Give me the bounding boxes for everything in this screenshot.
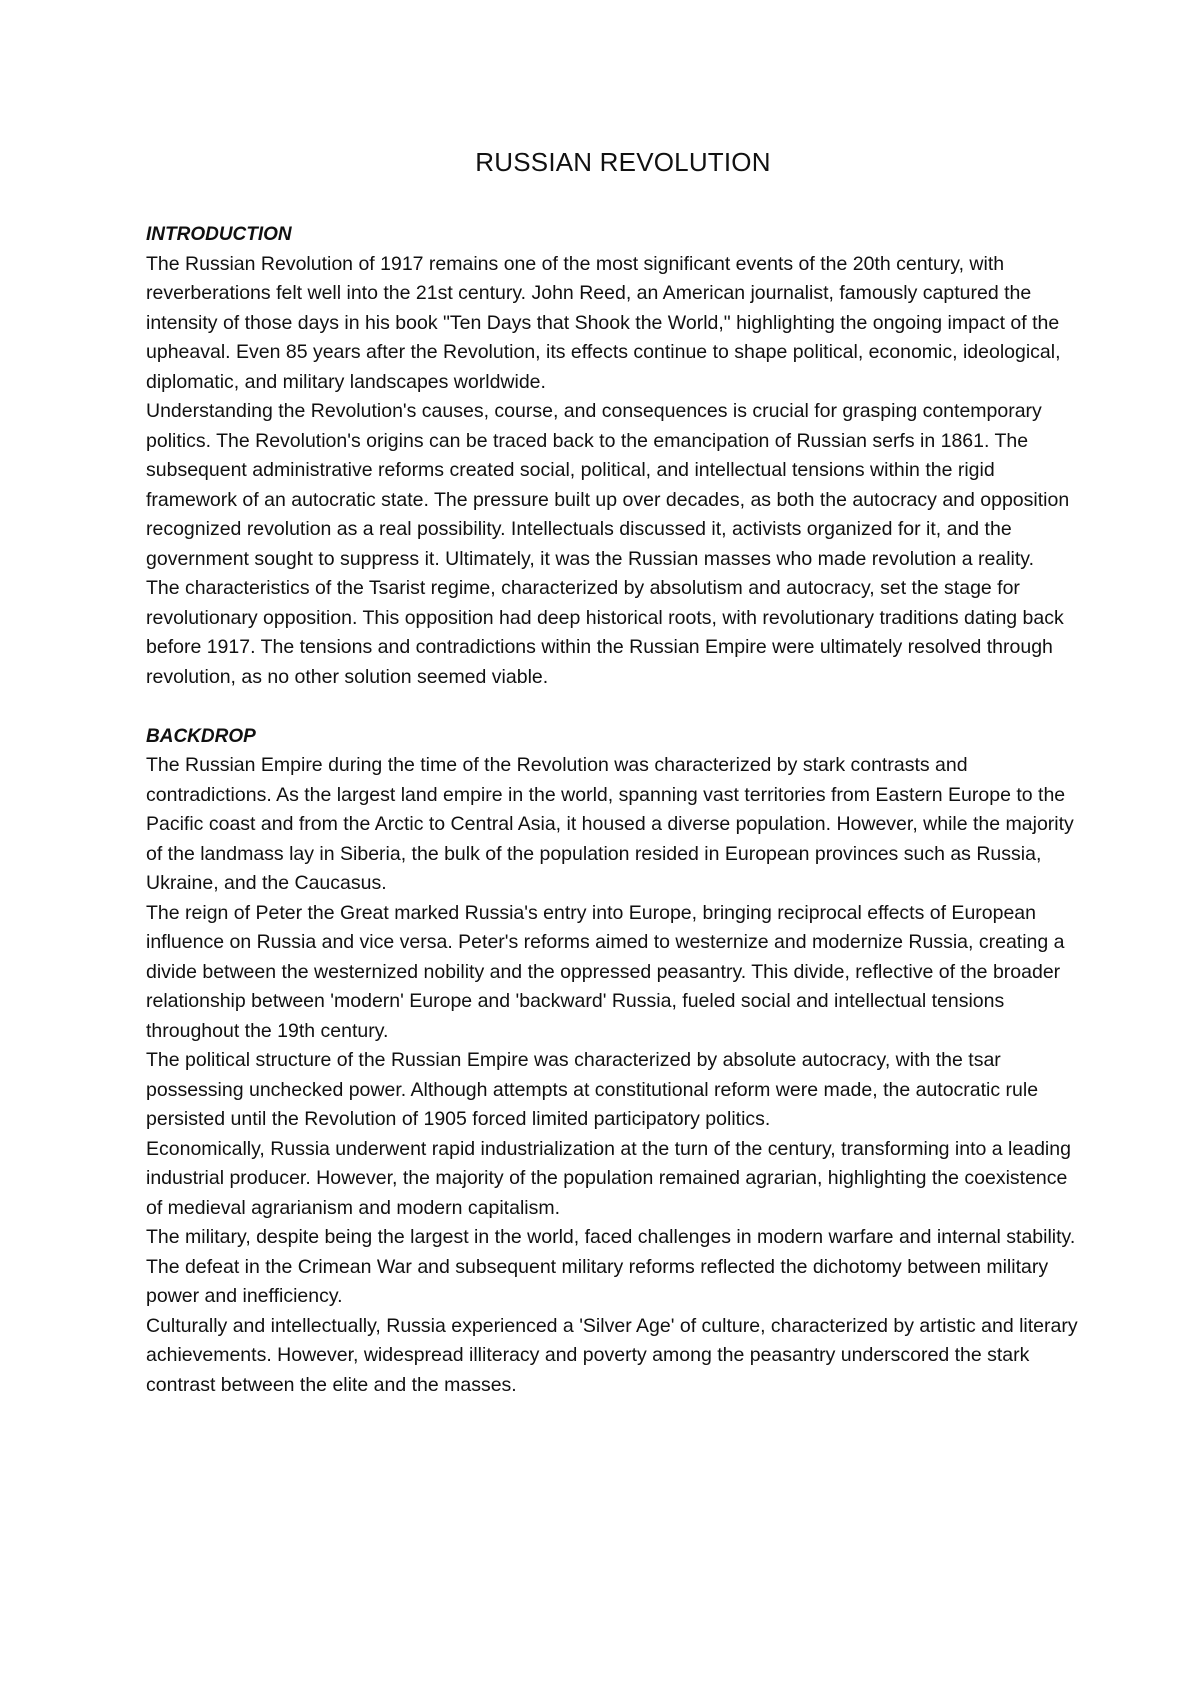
paragraph: Economically, Russia underwent rapid industrialization at the turn of the century, transforming into a leading industrial producer. However, the majority of the population remained agrarian, highlighting the coexistence of medieval agrarianism and modern capitalism.: [146, 1137, 1071, 1219]
paragraph: The military, despite being the largest in the world, faced challenges in modern warfare and internal stability. The defeat in the Crimean War and subsequent military reforms reflected the dichotomy between military power and inefficiency.: [146, 1226, 1076, 1307]
paragraph: The characteristics of the Tsarist regime, characterized by absolutism and autocracy, set the stage for revolutionary opposition. This opposition had deep historical roots, with revolutionary traditions dating back before 1917. The tensions and contradictions within the Russian Empire were ultimately resolved through revolution, as no other solution seemed viable.: [146, 577, 1064, 688]
paragraph: Culturally and intellectually, Russia experienced a 'Silver Age' of culture, characterized by artistic and literary achievements. However, widespread illiteracy and poverty among the peasantry underscored the stark contrast between the elite and the masses.: [146, 1314, 1078, 1396]
document-title: RUSSIAN REVOLUTION: [475, 147, 771, 177]
paragraph: The reign of Peter the Great marked Russia's entry into Europe, bringing reciprocal effects of European influence on Russia and vice versa. Peter's reforms aimed to westernize and modernize Russia, creating a divide between the westernized nobility and the oppressed peasantry. This divide, reflective of the broader relationship between 'modern' Europe and 'backward' Russia, fueled social and intellectual tensions throughout the 19th century.: [146, 901, 1065, 1042]
paragraph: Understanding the Revolution's causes, course, and consequences is crucial for grasping contemporary politics. The Revolution's origins can be traced back to the emancipation of Russian serfs in 1861. The subsequent administrative reforms created social, political, and intellectual tensions within the rigid framework of an autocratic state. The pressure built up over decades, as both the autocracy and opposition recognized revolution as a real possibility. Intellectuals discussed it, activists organized for it, and the government sought to suppress it. Ultimately, it was the Russian masses who made revolution a reality.: [146, 400, 1070, 570]
section-heading: BACKDROP: [146, 725, 256, 747]
paragraph: The Russian Empire during the time of the Revolution was characterized by stark contrasts and contradictions. As the largest land empire in the world, spanning vast territories from Eastern Europe to the Pacific coast and from the Arctic to Central Asia, it housed a diverse population. However, while the majority of the landmass lay in Siberia, the bulk of the population resided in European provinces such as Russia, Ukraine, and the Caucasus.: [146, 754, 1074, 894]
section-heading: INTRODUCTION: [146, 224, 292, 245]
document-body: [146, 144, 1086, 1400]
section-backdrop: [146, 722, 1086, 1401]
section-introduction: [146, 220, 1086, 692]
paragraph: The political structure of the Russian Empire was characterized by absolute autocracy, with the tsar possessing unchecked power. Although attempts at constitutional reform were made, the autocratic rule persisted until the Revolution of 1905 forced limited participatory politics.: [146, 1049, 1039, 1130]
paragraph: The Russian Revolution of 1917 remains one of the most significant events of the 20th century, with reverberations felt well into the 21st century. John Reed, an American journalist, famously captured the intensity of those days in his book "Ten Days that Shook the World," highlighting the ongoing impact of the upheaval. Even 85 years after the Revolution, its effects continue to shape political, economic, ideological, diplomatic, and military landscapes worldwide.: [146, 252, 1061, 393]
